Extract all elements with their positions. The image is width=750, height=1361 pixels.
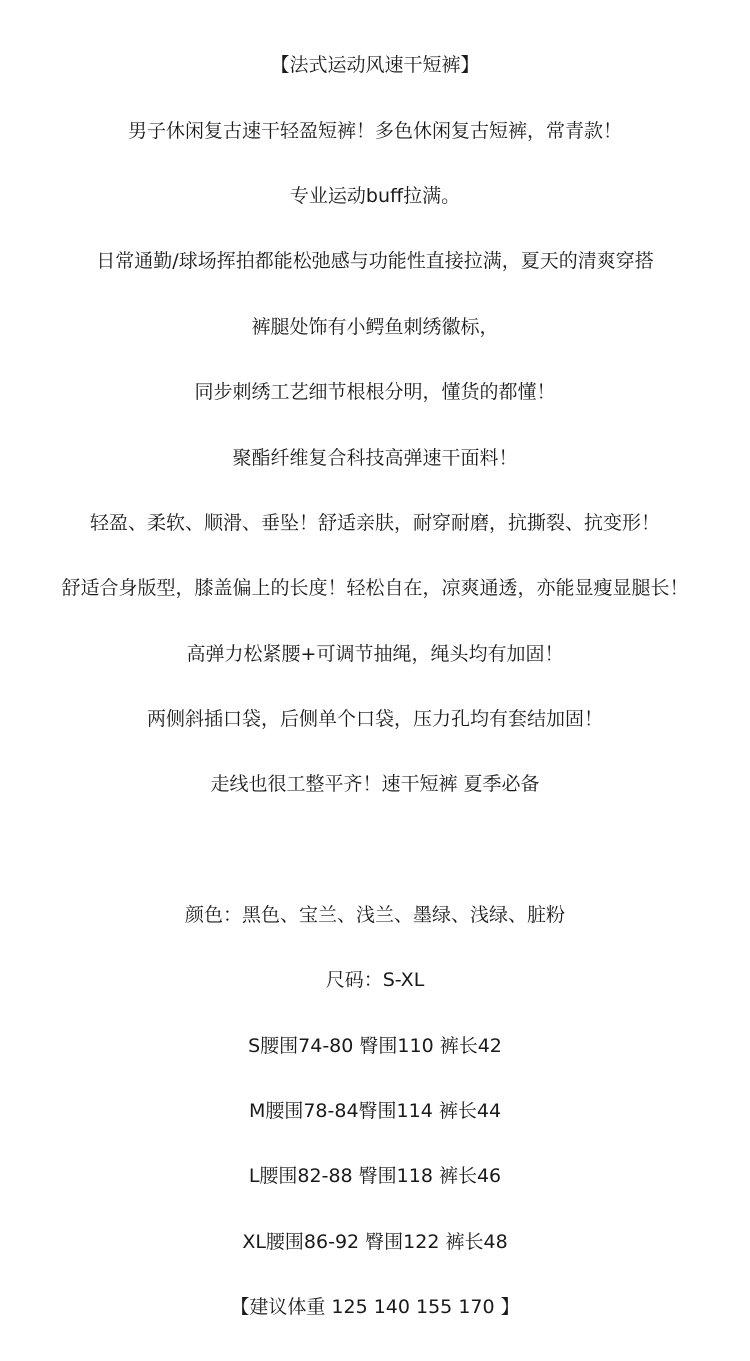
description-line: 日常通勤/球场挥拍都能松弛感与功能性直接拉满，夏天的清爽穿搭 (96, 250, 654, 272)
size-range: 尺码：S-XL (325, 969, 425, 991)
description-line: 同步刺绣工艺细节根根分明，懂货的都懂！ (194, 381, 556, 403)
description-line: 舒适合身版型，膝盖偏上的长度！轻松自在，凉爽通透，亦能显瘦显腿长！ (61, 577, 689, 599)
color-options: 颜色：黑色、宝兰、浅兰、墨绿、浅绿、脏粉 (184, 904, 565, 926)
description-line: 高弹力松紧腰+可调节抽绳，绳头均有加固！ (186, 643, 564, 665)
description-line: 专业运动buff拉满。 (289, 185, 461, 207)
description-line: 轻盈、柔软、顺滑、垂坠！舒适亲肤，耐穿耐磨，抗撕裂、抗变形！ (89, 512, 660, 534)
description-line: 两侧斜插口袋，后侧单个口袋，压力孔均有套结加固！ (146, 708, 603, 730)
weight-recommendation: 【建议体重 125 140 155 170 】 (230, 1296, 520, 1318)
size-row-xl: XL腰围86-92 臀围122 裤长48 (242, 1231, 508, 1253)
description-title: 【法式运动风速干短裤】 (270, 54, 480, 76)
description-line: 走线也很工整平齐！速干短裤 夏季必备 (210, 773, 540, 795)
size-row-m: M腰围78-84臀围114 裤长44 (248, 1100, 502, 1122)
description-line: 男子休闲复古速干轻盈短裤！多色休闲复古短裤，常青款！ (127, 120, 622, 142)
size-row-l: L腰围82-88 臀围118 裤长46 (248, 1165, 502, 1187)
size-row-s: S腰围74-80 臀围110 裤长42 (248, 1035, 502, 1057)
description-line: 聚酯纤维复合科技高弹速干面料！ (232, 447, 518, 469)
description-line: 裤腿处饰有小鳄鱼刺绣徽标， (251, 316, 499, 338)
